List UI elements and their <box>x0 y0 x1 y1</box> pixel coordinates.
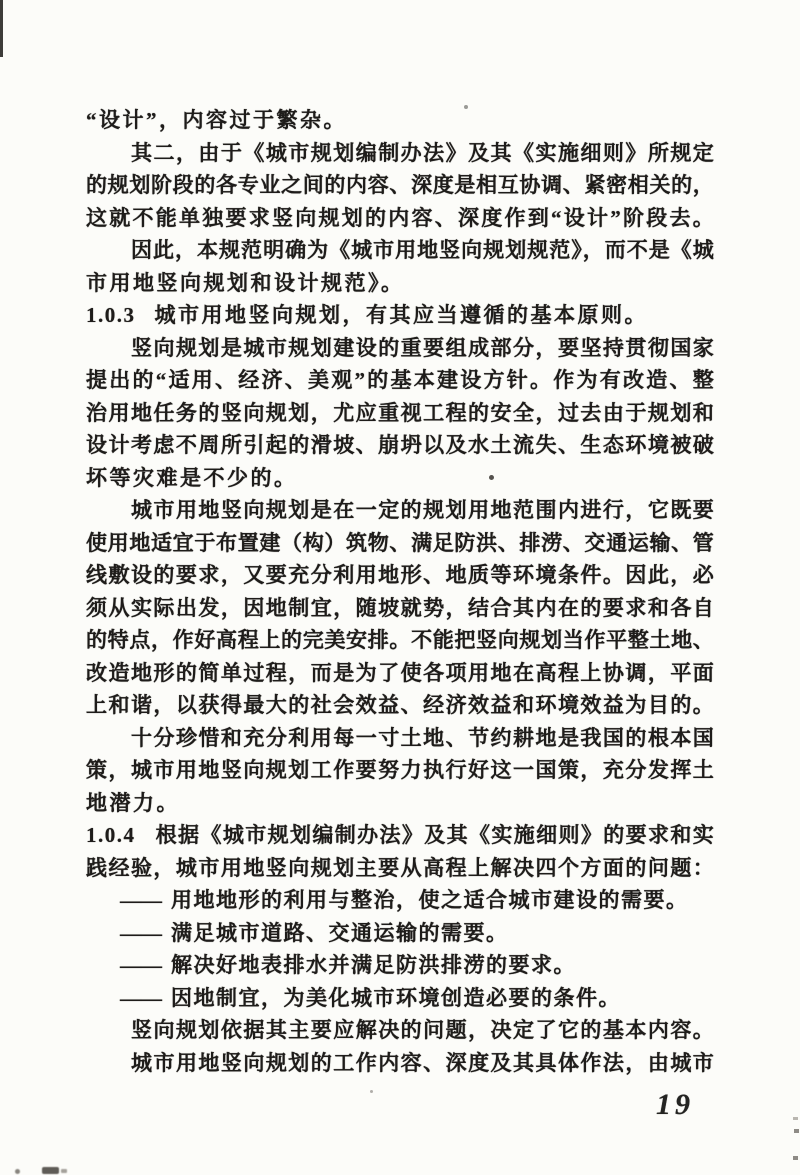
page-edge-mark <box>793 1156 798 1160</box>
text-line: 治用地任务的竖向规划，尤应重视工程的安全，过去由于规划和 <box>86 400 714 425</box>
page-edge-mark <box>793 1117 798 1120</box>
text-line: 其二，由于《城市规划编制办法》及其《实施细则》所规定 <box>131 140 714 165</box>
dash-item-text: 因地制宜，为美化城市环境创造必要的条件。 <box>171 985 621 1010</box>
scan-smudge <box>15 1169 20 1174</box>
text-line: 市用地竖向规划和设计规范》。 <box>86 270 405 295</box>
clause-number: 1.0.3 <box>86 303 136 327</box>
scan-speck <box>370 1090 373 1093</box>
dash-list-item <box>86 982 714 1015</box>
text-line: 践经验，城市用地竖向规划主要从高程上解决四个方面的问题： <box>86 855 714 880</box>
text-line: 十分珍惜和充分利用每一寸土地、节约耕地是我国的根本国 <box>131 725 714 750</box>
binding-mark <box>0 0 3 57</box>
text-line: 的特点，作好高程上的完美安排。不能把竖向规划当作平整土地、 <box>86 628 714 652</box>
body-text <box>86 104 714 1079</box>
text-line: 的规划阶段的各专业之间的内容、深度是相互协调、紧密相关的， <box>86 173 714 197</box>
page-number: 19 <box>656 1088 694 1121</box>
text-line: 地潜力。 <box>86 790 180 815</box>
em-dash: —— <box>120 888 162 912</box>
text-line: 须从实际出发，因地制宜，随坡就势，结合其内在的要求和各自 <box>86 595 714 620</box>
dash-list-item <box>86 884 714 917</box>
text-line: 竖向规划是城市规划建设的重要组成部分，要坚持贯彻国家 <box>131 335 714 360</box>
text-line: 因此，本规范明确为《城市用地竖向规划规范》，而不是《城 <box>131 238 714 262</box>
page-edge-mark <box>794 1129 799 1133</box>
text-line: “设计”，内容过于繁杂。 <box>86 108 347 132</box>
text-line: 上和谐，以获得最大的社会效益、经济效益和环境效益为目的。 <box>86 693 714 717</box>
em-dash: —— <box>120 985 162 1010</box>
text-line: 提出的“适用、经济、美观”的基本建设方针。作为有改造、整 <box>86 368 714 392</box>
clause-text: 城市用地竖向规划，有其应当遵循的基本原则。 <box>154 303 648 327</box>
text-line: 这就不能单独要求竖向规划的内容、深度作到“设计”阶段去。 <box>86 205 714 230</box>
clause-heading-line <box>86 299 714 332</box>
text-line: 使用地适宜于布置建（构）筑物、满足防洪、排涝、交通运输、管 <box>86 530 714 555</box>
em-dash: —— <box>120 953 162 977</box>
text-line: 城市用地竖向规划是在一定的规划用地范围内进行，它既要 <box>131 498 714 522</box>
text-line: 城市用地竖向规划的工作内容、深度及其具体作法，由城市 <box>131 1050 714 1075</box>
dash-item-text: 满足城市道路、交通运输的需要。 <box>171 920 509 945</box>
text-line: 线敷设的要求，又要充分利用地形、地质等环境条件。因此，必 <box>86 563 714 587</box>
dash-item-text: 解决好地表排水并满足防洪排涝的要求。 <box>171 953 576 977</box>
dash-list-item <box>86 917 714 950</box>
text-line: 坏等灾难是不少的。 <box>86 465 298 490</box>
scan-smudge <box>42 1167 59 1174</box>
clause-text: 根据《城市规划编制办法》及其《实施细则》的要求和实 <box>154 823 714 847</box>
clause-number: 1.0.4 <box>86 823 136 847</box>
dash-item-text: 用地地形的利用与整治，使之适合城市建设的需要。 <box>171 888 689 912</box>
em-dash: —— <box>120 920 162 945</box>
text-line: 改造地形的简单过程，而是为了使各项用地在高程上协调，平面 <box>86 660 714 685</box>
text-line: 设计考虑不周所引起的滑坡、崩坍以及水土流失、生态环境被破 <box>86 433 714 457</box>
dash-list-item <box>86 949 714 982</box>
scan-smudge <box>61 1169 67 1173</box>
text-line: 策，城市用地竖向规划工作要努力执行好这一国策，充分发挥土 <box>86 758 714 782</box>
text-line: 竖向规划依据其主要应解决的问题，决定了它的基本内容。 <box>131 1018 714 1042</box>
clause-heading-line <box>86 819 714 852</box>
